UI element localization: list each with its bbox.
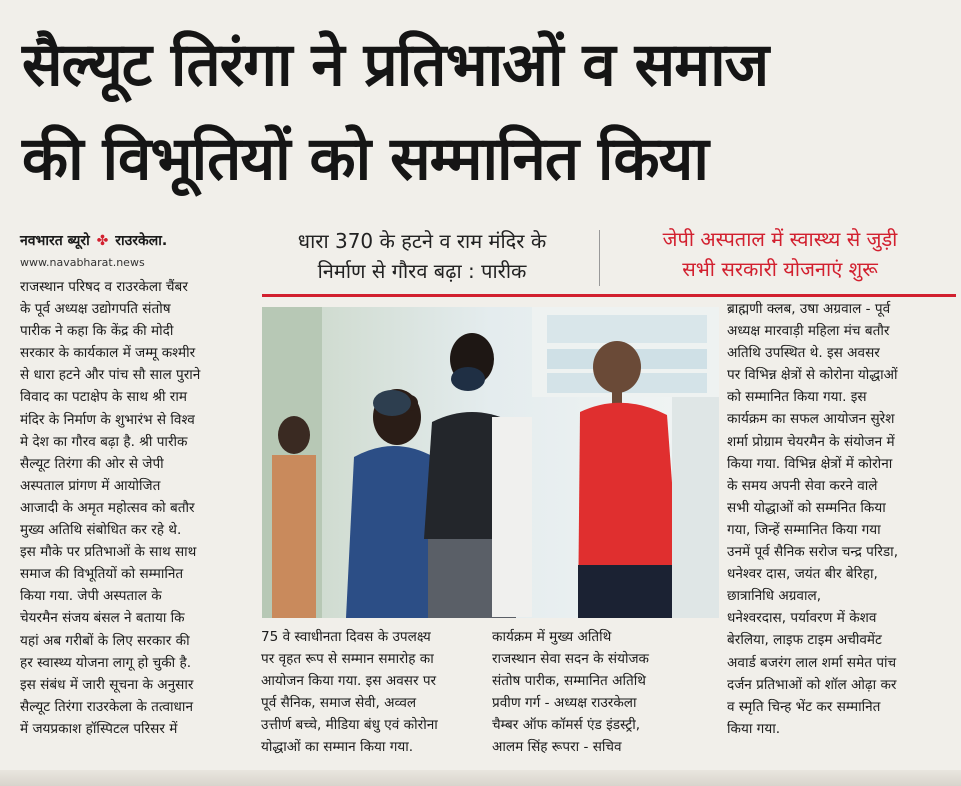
bureau-name: नवभारत ब्यूरो (20, 233, 90, 249)
article-line: पर वृहत रूप से सम्मान समारोह का (261, 651, 434, 668)
article-line: उत्तीर्ण बच्चे, मीडिया बंधु एवं कोरोना (261, 717, 438, 734)
article-line: दर्जन प्रतिभाओं को शॉल ओढ़ा कर (727, 676, 897, 693)
article-line: पूर्व सैनिक, समाज सेवी, अव्वल (261, 695, 417, 712)
article-line: को सम्मानित किया गया. इस (727, 389, 867, 406)
article-line: पारीक ने कहा कि केंद्र की मोदी (20, 323, 174, 340)
article-line: सभी योद्धाओं को सम्मनित किया (727, 499, 886, 516)
article-line: पर विभिन्न क्षेत्रों से कोरोना योद्धाओं (727, 367, 898, 384)
article-line: मुख्य अतिथि संबोधित कर रहे थे. (20, 522, 182, 539)
article-line: अध्यक्ष मारवाड़ी महिला मंच बतौर (727, 323, 890, 340)
column-divider (599, 230, 600, 286)
article-line: आयोजन किया गया. इस अवसर पर (261, 673, 437, 690)
article-line: समाज की विभूतियों को सम्मानित (20, 566, 184, 583)
article-line: इस संबंध में जारी सूचना के अनुसार (20, 676, 194, 693)
website-url: www.navabharat.news (20, 256, 145, 269)
headline-line-2: की विभूतियों को सम्मानित किया (22, 124, 708, 194)
article-line: उनमें पूर्व सैनिक सरोज चन्द्र परिडा, (727, 544, 899, 561)
article-line: राजस्थान सेवा सदन के संयोजक (492, 651, 649, 668)
subheading-right-line: जेपी अस्पताल में स्वास्थ्य से जुड़ी (662, 227, 898, 251)
article-line: चेयरमैन संजय बंसल ने बताया कि (20, 610, 185, 627)
article-line: प्रवीण गर्ग - अध्यक्ष राउरकेला (492, 695, 637, 712)
article-line: किया गया. विभिन्न क्षेत्रों में कोरोना (727, 455, 893, 472)
article-line: अस्पताल प्रांगण में आयोजित (20, 477, 161, 494)
article-column-4 (727, 298, 955, 740)
byline (20, 231, 167, 250)
article-line: इस मौके पर प्रतिभाओं के साथ साथ (20, 544, 197, 561)
subheading-left-line: निर्माण से गौरव बढ़ा : पारीक (317, 259, 527, 283)
article-line: संतोष पारीक, सम्मानित अतिथि (492, 673, 646, 690)
article-line: ब्राह्मणी क्लब, उषा अग्रवाल - पूर्व (727, 301, 891, 317)
event-photo (262, 307, 719, 618)
article-line: किया गया. (727, 720, 781, 737)
article-line: में जयप्रकाश हॉस्पिटल परिसर में (20, 720, 178, 737)
article-line: धनेश्वरदास, पर्यावरण में केशव (727, 610, 877, 627)
article-line: धनेश्वर दास, जयंत बीर बेरिहा, (727, 566, 878, 583)
article-line: अवार्ड बजरंग लाल शर्मा समेत पांच (727, 654, 897, 671)
article-line: आजादी के अमृत महोत्सव को बतौर (20, 499, 195, 516)
dateline-city: राउरकेला. (115, 233, 168, 249)
article-line: राजस्थान परिषद व राउरकेला चैंबर (20, 279, 188, 295)
headline (22, 18, 942, 206)
article-line: योद्धाओं का सम्मान किया गया. (261, 739, 414, 756)
event-photo-illustration (262, 307, 719, 618)
subheading-left-line: धारा 370 के हटने व राम मंदिर के (297, 229, 547, 253)
red-rule (262, 294, 956, 297)
article-line: मंदिर के निर्माण के शुभारंभ से विश्व (20, 411, 195, 428)
article-column-2 (261, 626, 481, 759)
article-line: विवाद का पटाक्षेप के साथ श्री राम (20, 389, 188, 406)
article-line: बेरलिया, लाइफ टाइम अचीवमेंट (727, 632, 882, 649)
article-line: सैल्यूट तिरंगा राउरकेला के तत्वाधान (20, 698, 193, 715)
article-line: के समय अपनी सेवा करने वाले (727, 477, 878, 494)
subheading-right (604, 224, 956, 284)
article-line: आलम सिंह रूपरा - सचिव (492, 739, 622, 756)
subheading-left (262, 226, 582, 286)
article-line: यहां अब गरीबों के लिए सरकार की (20, 632, 190, 649)
article-line: कार्यक्रम में मुख्य अतिथि (492, 629, 612, 645)
article-line: किया गया. जेपी अस्पताल के (20, 588, 162, 605)
article-line: चैम्बर ऑफ कॉमर्स एंड इंडस्ट्री, (492, 717, 641, 734)
article-line: शर्मा प्रोग्राम चेयरमैन के संयोजन में (727, 433, 895, 450)
article-line: छात्रानिधि अग्रवाल, (727, 588, 822, 605)
page-edge (0, 770, 961, 786)
star-icon: ✤ (96, 233, 109, 249)
article-line: मे देश का गौरव बढ़ा है. श्री पारीक (20, 433, 188, 450)
article-line: हर स्वास्थ्य योजना लागू हो चुकी है. (20, 654, 192, 671)
subheading-right-line: सभी सरकारी योजनाएं शुरू (682, 257, 878, 281)
article-line: व स्मृति चिन्ह भेंट कर सम्मानित (727, 698, 881, 715)
article-line: अतिथि उपस्थित थे. इस अवसर (727, 345, 880, 362)
article-column-1 (20, 276, 250, 740)
article-line: कार्यक्रम का सफल आयोजन सुरेश (727, 411, 895, 428)
article-line: गया, जिन्हें सम्मानित किया गया (727, 521, 881, 538)
article-line: के पूर्व अध्यक्ष उद्योगपति संतोष (20, 301, 171, 318)
article-line: 75 वे स्वाधीनता दिवस के उपलक्ष्य (261, 629, 431, 645)
article-line: सरकार के कार्यकाल में जम्मू कश्मीर (20, 345, 196, 362)
article-line: से धारा हटने और पांच सौ साल पुराने (20, 367, 201, 384)
article-column-3 (492, 626, 717, 759)
article-line: सैल्यूट तिरंगा की ओर से जेपी (20, 455, 164, 472)
headline-line-1: सैल्यूट तिरंगा ने प्रतिभाओं व समाज (22, 30, 769, 100)
